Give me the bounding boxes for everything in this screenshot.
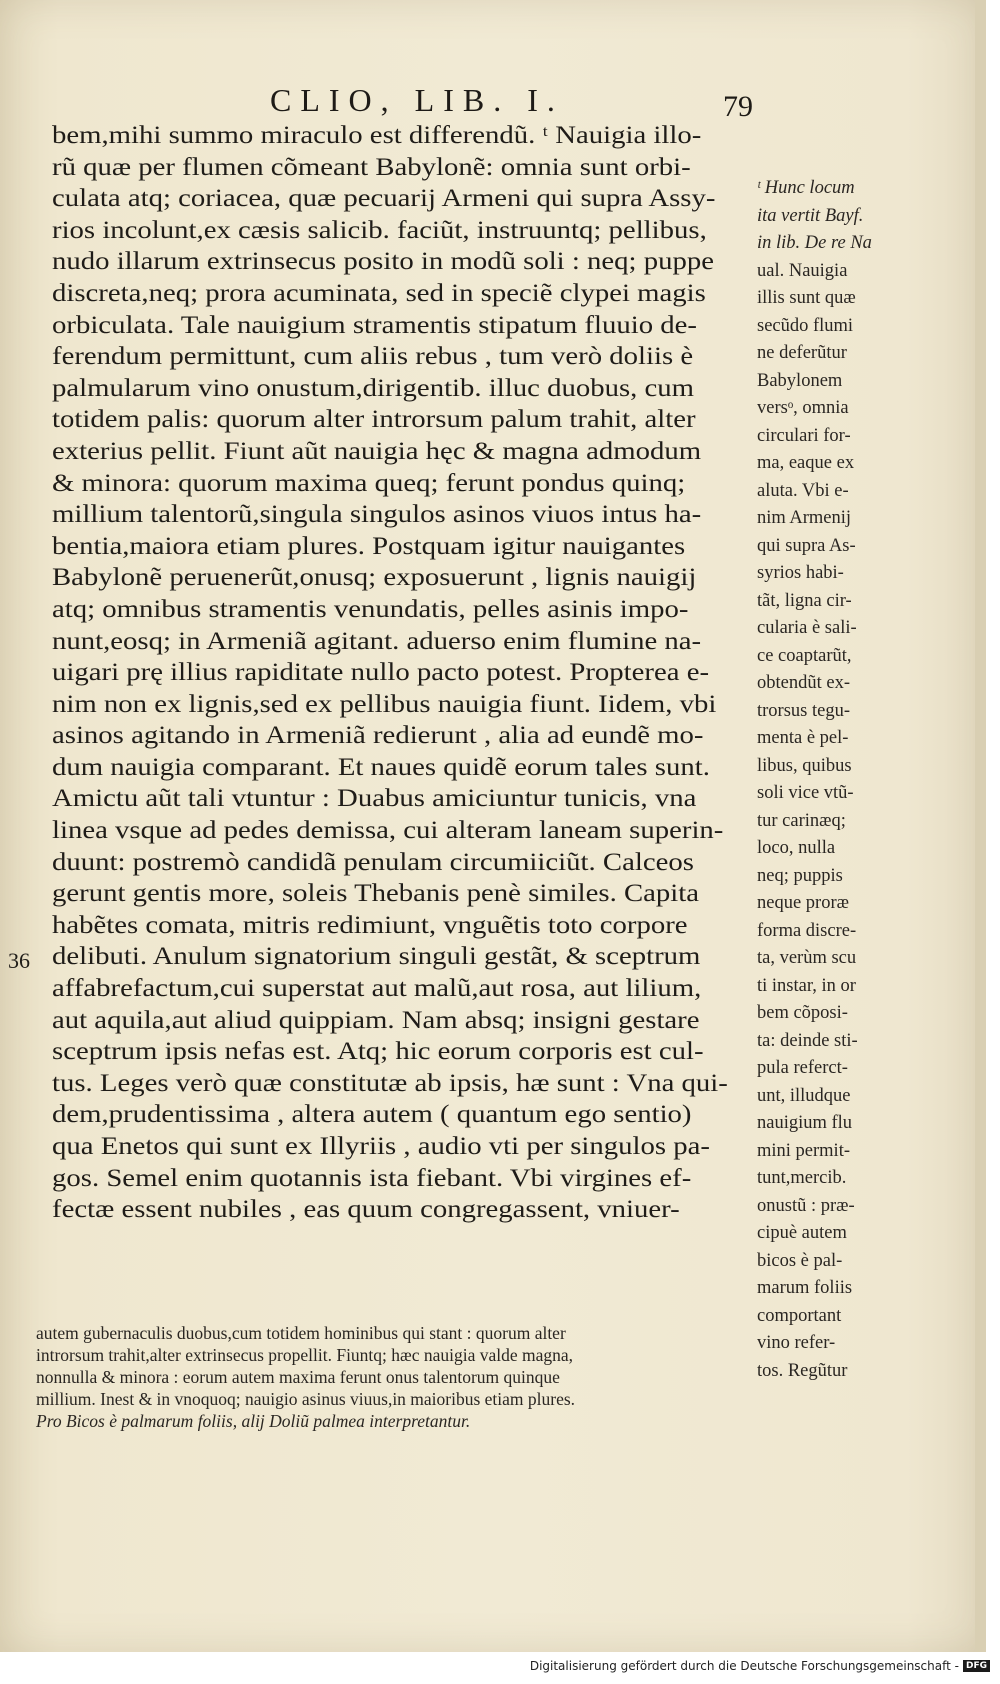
margin-note-line: secũdo flumi: [757, 315, 854, 336]
margin-note-line: onustũ : præ-: [757, 1195, 855, 1216]
body-line: sceptrum ipsis nefas est. Atq; hic eorum corporis est cul-: [52, 1038, 704, 1066]
footnote-line: Pro Bicos è palmarum foliis, alij Doliũ palmea interpretantur.: [36, 1411, 471, 1431]
body-line: duunt: postremò candidã penulam circumiiciũt. Calceos: [52, 848, 694, 876]
margin-note-line: mini permit-: [757, 1140, 850, 1161]
body-line: nunt,eosq; in Armeniã agitant. aduerso enim flumine na-: [52, 627, 702, 655]
body-line: nim non ex lignis,sed ex pellibus nauigia fiunt. Iidem, vbi: [52, 690, 717, 718]
digitization-credit: [530, 1659, 990, 1673]
margin-note-line: tãt, ligna cir-: [757, 590, 852, 611]
body-line: gos. Semel enim quotannis ista fiebant. Vbi virgines ef-: [52, 1164, 692, 1192]
margin-note-line: vino refer-: [757, 1333, 836, 1353]
margin-note-line: ne deferũtur: [757, 343, 847, 363]
body-line: affabrefactum,cui superstat aut malũ,aut rosa, aut lilium,: [52, 975, 702, 1003]
footnote-line: autem gubernaculis duobus,cum totidem hominibus qui stant : quorum alter: [36, 1323, 566, 1343]
main-text-block: [52, 120, 747, 1226]
body-line: millium talentorũ,singula singulos asinos viuos intus ha-: [52, 501, 702, 529]
body-line: bentia,maiora etiam plures. Postquam igitur nauigantes: [52, 532, 686, 560]
body-line: qua Enetos qui sunt ex Illyriis , audio vti per singulos pa-: [52, 1133, 710, 1160]
margin-note-line: trorsus tegu-: [757, 700, 850, 721]
margin-note-line: ta: deinde sti-: [757, 1030, 858, 1051]
margin-note-line: syrios habi-: [757, 563, 844, 583]
body-line: orbiculata. Tale nauigium stramentis stipatum fluuio de-: [52, 311, 697, 339]
body-line: Amictu aũt tali vtuntur : Duabus amiciuntur tunicis, vna: [52, 785, 697, 813]
body-line: nudo illarum extrinsecus posito in modũ soli : neq; puppe: [52, 248, 714, 276]
margin-note-line: versᵒ, omnia: [757, 398, 849, 418]
margin-note-line: in lib. De re Na: [757, 233, 872, 253]
body-line: rios incolunt,ex cæsis salicib. faciũt, instruuntq; pellibus,: [52, 216, 707, 244]
body-line: discreta,neq; prora acuminata, sed in speciẽ clypei magis: [52, 279, 706, 307]
body-line: aut aquila,aut aliud quippiam. Nam absq; insigni gestare: [52, 1006, 700, 1034]
body-line: uigari prę illius rapiditate nullo pacto potest. Propterea e-: [52, 659, 710, 687]
margin-note-line: cularia è sali-: [757, 618, 857, 638]
margin-note-line: ita vertit Bayf.: [757, 205, 864, 226]
body-line: culata atq; coriacea, quæ pecuarij Armeni qui supra Assy-: [52, 185, 716, 213]
body-line: bem,mihi summo miraculo est differendũ. ᵗ Nauigia illo-: [52, 122, 702, 149]
margin-note-line: nim Armenij: [757, 508, 852, 528]
margin-note-line: qui supra As-: [757, 535, 856, 556]
margin-note-line: aluta. Vbi e-: [757, 480, 849, 501]
margin-note-line: menta è pel-: [757, 728, 849, 748]
body-line: ferendum permittunt, cum aliis rebus , tum verò doliis è: [52, 343, 694, 371]
margin-notes: [757, 175, 907, 1385]
body-line: dum nauigia comparant. Et naues quidẽ eorum tales sunt.: [52, 753, 710, 781]
body-line: linea vsque ad pedes demissa, cui alteram laneam superin-: [52, 817, 724, 845]
line-marker: 36: [8, 948, 30, 973]
margin-note-line: ta, verùm scu: [757, 948, 857, 968]
margin-note-line: circulari for-: [757, 425, 851, 446]
margin-note-line: cipuè autem: [757, 1223, 847, 1243]
body-line: totidem palis: quorum alter introrsum palum trahit, alter: [52, 406, 696, 434]
margin-note-line: ual. Nauigia: [757, 260, 848, 281]
body-line: delibuti. Anulum signatorium singuli gestãt, & sceptrum: [52, 943, 701, 971]
margin-note-line: tos. Regũtur: [757, 1360, 848, 1381]
margin-note-line: bem cõposi-: [757, 1003, 848, 1023]
margin-note-line: neque proræ: [757, 893, 849, 913]
margin-note-line: ti instar, in or: [757, 975, 856, 996]
body-line: asinos agitando in Armeniã redierunt , alia ad eundẽ mo-: [52, 722, 704, 750]
margin-note-line: illis sunt quæ: [757, 288, 856, 308]
body-line: fectæ essent nubiles , eas quum congregassent, vniuer-: [52, 1196, 680, 1224]
margin-note-line: pula referct-: [757, 1058, 848, 1078]
page-number: 79: [723, 90, 753, 123]
margin-note-line: obtendũt ex-: [757, 673, 850, 693]
margin-note-line: ᵗ Hunc locum: [757, 178, 855, 198]
body-line: Babylonẽ peruenerũt,onusq; exposuerunt , lignis nauigij: [52, 564, 697, 592]
margin-note-line: ce coaptarũt,: [757, 645, 852, 666]
running-title: CLIO, LIB. I.: [270, 82, 564, 118]
body-line: rũ quæ per flumen cõmeant Babylonẽ: omnia sunt orbi-: [52, 153, 691, 181]
footnote-line: nonnulla & minora : eorum autem maxima ferunt onus talentorum quinque: [36, 1367, 560, 1387]
margin-note-line: unt, illudque: [757, 1085, 851, 1106]
body-line: habẽtes comata, mitris redimiunt, vnguẽtis toto corpore: [52, 911, 688, 939]
dfg-logo: DFG: [963, 1660, 990, 1672]
margin-note-line: neq; puppis: [757, 865, 843, 886]
margin-note-line: nauigium flu: [757, 1113, 853, 1133]
margin-note-line: comportant: [757, 1305, 842, 1326]
footnote-line: millium. Inest & in vnoquoq; nauigio asinus viuus,in maioribus etiam plures.: [36, 1389, 576, 1409]
margin-note-line: bicos è pal-: [757, 1250, 843, 1271]
margin-note-line: loco, nulla: [757, 838, 836, 858]
body-line: exterius pellit. Fiunt aũt nauigia hęc & magna admodum: [52, 437, 702, 465]
footnote-line: introrsum trahit,alter extrinsecus propellit. Fiuntq; hæc nauigia valde magna,: [36, 1345, 574, 1365]
margin-note-line: tunt,mercib.: [757, 1168, 847, 1188]
margin-note-line: ma, eaque ex: [757, 453, 855, 473]
credit-text: Digitalisierung gefördert durch die Deutsche Forschungsgemeinschaft -: [529, 1659, 959, 1673]
margin-note-line: soli vice vtũ-: [757, 783, 854, 803]
body-line: atq; omnibus stramentis venundatis, pelles asinis impo-: [52, 595, 689, 623]
body-line: tus. Leges verò quæ constitutæ ab ipsis, hæ sunt : Vna qui-: [52, 1069, 728, 1097]
footnote-block: [36, 1322, 896, 1432]
body-line: gerunt gentis more, soleis Thebanis penè similes. Capita: [52, 880, 700, 908]
body-line: palmularum vino onustum,dirigentib. illuc duobus, cum: [52, 374, 695, 402]
margin-note-line: marum foliis: [757, 1278, 853, 1298]
margin-note-line: libus, quibus: [757, 755, 852, 776]
body-line: & minora: quorum maxima queq; ferunt pondus quinq;: [52, 469, 686, 497]
body-line: dem,prudentissima , altera autem ( quantum ego sentio): [52, 1101, 692, 1129]
margin-note-line: forma discre-: [757, 920, 857, 941]
margin-note-line: Babylonem: [757, 370, 843, 391]
margin-note-line: tur carinæq;: [757, 810, 846, 831]
